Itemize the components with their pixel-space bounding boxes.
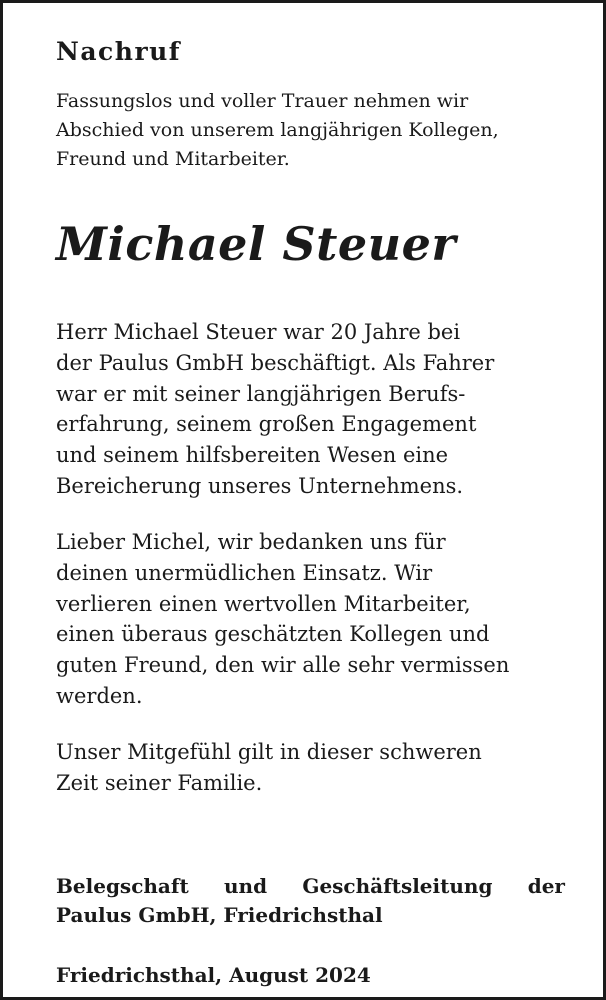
- thanks-paragraph: Lieber Michel, wir bedanken uns für deinen unermüdlichen Einsatz. Wir verlieren einen wertvollen Mitarbeiter, einen überaus geschätzten Kollegen und guten Freund, den wir alle sehr vermissen werden.: [56, 530, 510, 708]
- condolence-paragraph: Unser Mitgefühl gilt in dieser schweren Zeit seiner Familie.: [56, 740, 482, 795]
- place-and-date: Friedrichsthal, August 2024: [56, 963, 371, 987]
- signature-block: [56, 872, 565, 930]
- signature-word: und: [224, 874, 268, 898]
- intro-text: Fassungslos und voller Trauer nehmen wir Abschied von unserem langjährigen Kollegen, Freund und Mitarbeiter.: [56, 90, 499, 170]
- deceased-name: Michael Steuer: [56, 217, 457, 271]
- notice-heading: Nachruf: [56, 37, 182, 66]
- signature-word: der: [527, 874, 565, 898]
- signature-word: Geschäftsleitung: [302, 874, 493, 898]
- signature-line-1: [56, 872, 565, 901]
- tribute-paragraph: Herr Michael Steuer war 20 Jahre bei der Paulus GmbH beschäftigt. Als Fahrer war er mit seiner langjährigen Berufs- erfahrung, seinem großen Engagement und seinem hilfsbereiten Wesen eine Bereicherung unseres Unternehmens.: [56, 320, 495, 498]
- signature-word: Belegschaft: [56, 874, 189, 898]
- signature-line-2: Paulus GmbH, Friedrichsthal: [56, 903, 383, 927]
